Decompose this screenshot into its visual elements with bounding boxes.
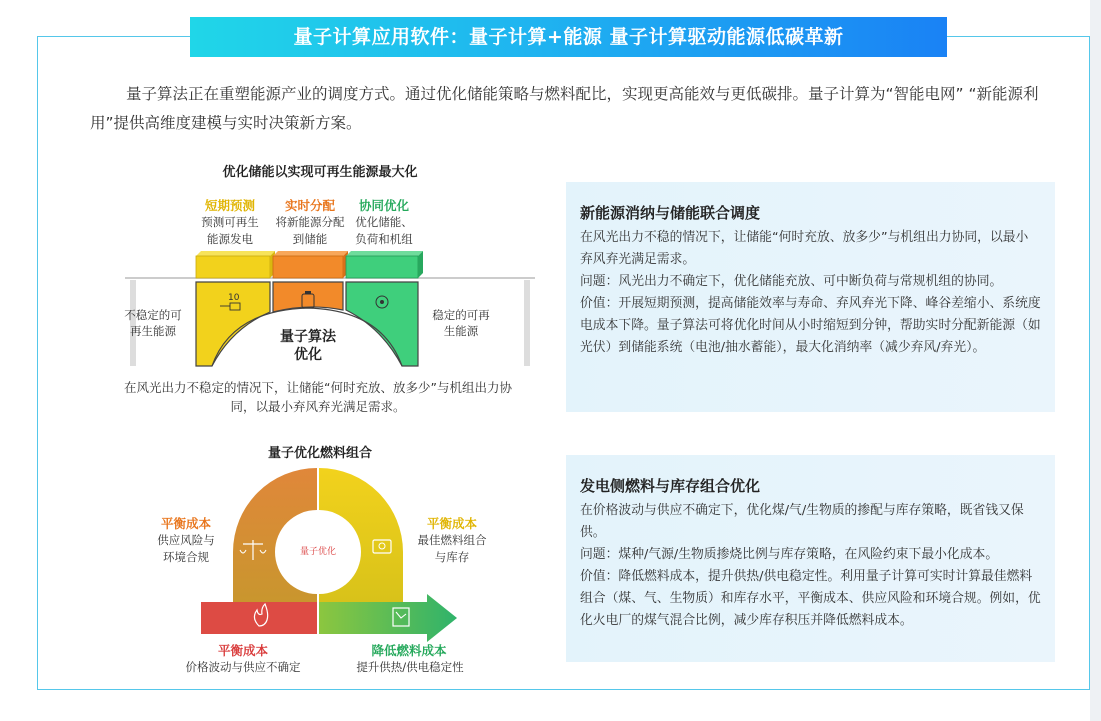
col1-desc1: 预测可再生 — [201, 215, 259, 229]
diagram2-title: 量子优化燃料组合 — [267, 446, 372, 461]
svg-text:10: 10 — [228, 293, 240, 303]
panel2-p2: 问题：煤种/气源/生物质掺烧比例与库存策略，在风险约束下最小化成本。 — [580, 547, 999, 562]
page-title: 量子计算应用软件：量子计算+能源 量子计算驱动能源低碳革新 — [190, 17, 947, 57]
right-cost-label: 平衡成本 — [426, 516, 477, 531]
diagram1-caption1: 在风光出力不稳定的情况下，让储能“何时充放、放多少”与机组出力协 — [124, 380, 512, 395]
col3-label: 协同优化 — [358, 198, 409, 213]
panel1-title: 新能源消纳与储能联合调度 — [580, 204, 761, 222]
col1-label: 短期预测 — [204, 198, 255, 213]
ring-center-label: 量子优化 — [299, 547, 336, 557]
right-cost-desc1: 最佳燃料组合 — [417, 533, 487, 547]
center-label1: 量子算法 — [280, 329, 336, 345]
right-note2: 生能源 — [443, 324, 479, 338]
panel2-p3: 价值：降低燃料成本，提升供热/供电稳定性。利用量子计算可实时计算最佳燃料组合（煤、气、生物质）和库存水平，平衡成本、供应风险和环境合规。例如，优化火电厂的煤气混合比例，减少库存积压并降低燃料成本。 — [580, 569, 1041, 628]
panel-fuel-inventory — [566, 455, 1055, 662]
panel2-p1: 在价格波动与供应不确定下，优化煤/气/生物质的掺配与库存策略，既省钱又保供。 — [580, 503, 1024, 540]
col3-desc2: 负荷和机组 — [355, 232, 413, 246]
left-cost-desc1: 供应风险与 — [157, 533, 215, 547]
panel1-p1: 在风光出力不稳的情况下，让储能“何时充放、放多少”与机组出力协同，以最小弃风弃光满足需求。 — [580, 230, 1029, 267]
col1-desc2: 能源发电 — [207, 232, 253, 246]
left-cost-desc2: 环境合规 — [163, 550, 209, 564]
panel1-p3: 价值：开展短期预测，提高储能效率与寿命、弃风弃光下降、峰谷差缩小、系统度电成本下降。量子算法可将优化时间从小时缩短到分钟，帮助实时分配新能源（如光伏）到储能系统（电池/抽水蓄能），最大化消纳率（减少弃风/弃光）。 — [580, 296, 1041, 355]
left-note2: 再生能源 — [130, 324, 176, 338]
right-note1: 稳定的可再 — [432, 308, 490, 322]
intro-paragraph: 量子算法正在重塑能源产业的调度方式。通过优化储能策略与燃料配比，实现更高能效与更低碳排。量子计算为“智能电网” “新能源利用”提供高维度建模与实时决策新方案。 — [90, 85, 1039, 132]
right-cost-desc2: 与库存 — [434, 550, 470, 564]
bottom-left-desc: 价格波动与供应不确定 — [185, 660, 301, 674]
bottom-right-label: 降低燃料成本 — [371, 643, 447, 658]
col3-desc1: 优化储能、 — [355, 215, 413, 229]
panel1-p2: 问题：风光出力不确定下，优化储能充放、可中断负荷与常规机组的协同。 — [580, 274, 1003, 289]
bottom-left-label: 平衡成本 — [217, 643, 268, 658]
col2-label: 实时分配 — [284, 198, 335, 213]
col2-desc1: 将新能源分配 — [275, 215, 345, 229]
center-label2: 优化 — [294, 347, 322, 363]
bottom-right-desc: 提升供热/供电稳定性 — [356, 660, 464, 674]
diagram1-caption2: 同，以最小弃风弃光满足需求。 — [230, 399, 406, 414]
col2-desc2: 到储能 — [292, 232, 328, 246]
right-scroll-strip — [1090, 0, 1101, 721]
panel2-title: 发电侧燃料与库存组合优化 — [580, 477, 761, 495]
left-note1: 不稳定的可 — [124, 308, 182, 322]
diagram1-title: 优化储能以实现可再生能源最大化 — [222, 165, 418, 180]
left-cost-label: 平衡成本 — [160, 516, 211, 531]
panel-renewable-storage — [566, 182, 1055, 412]
